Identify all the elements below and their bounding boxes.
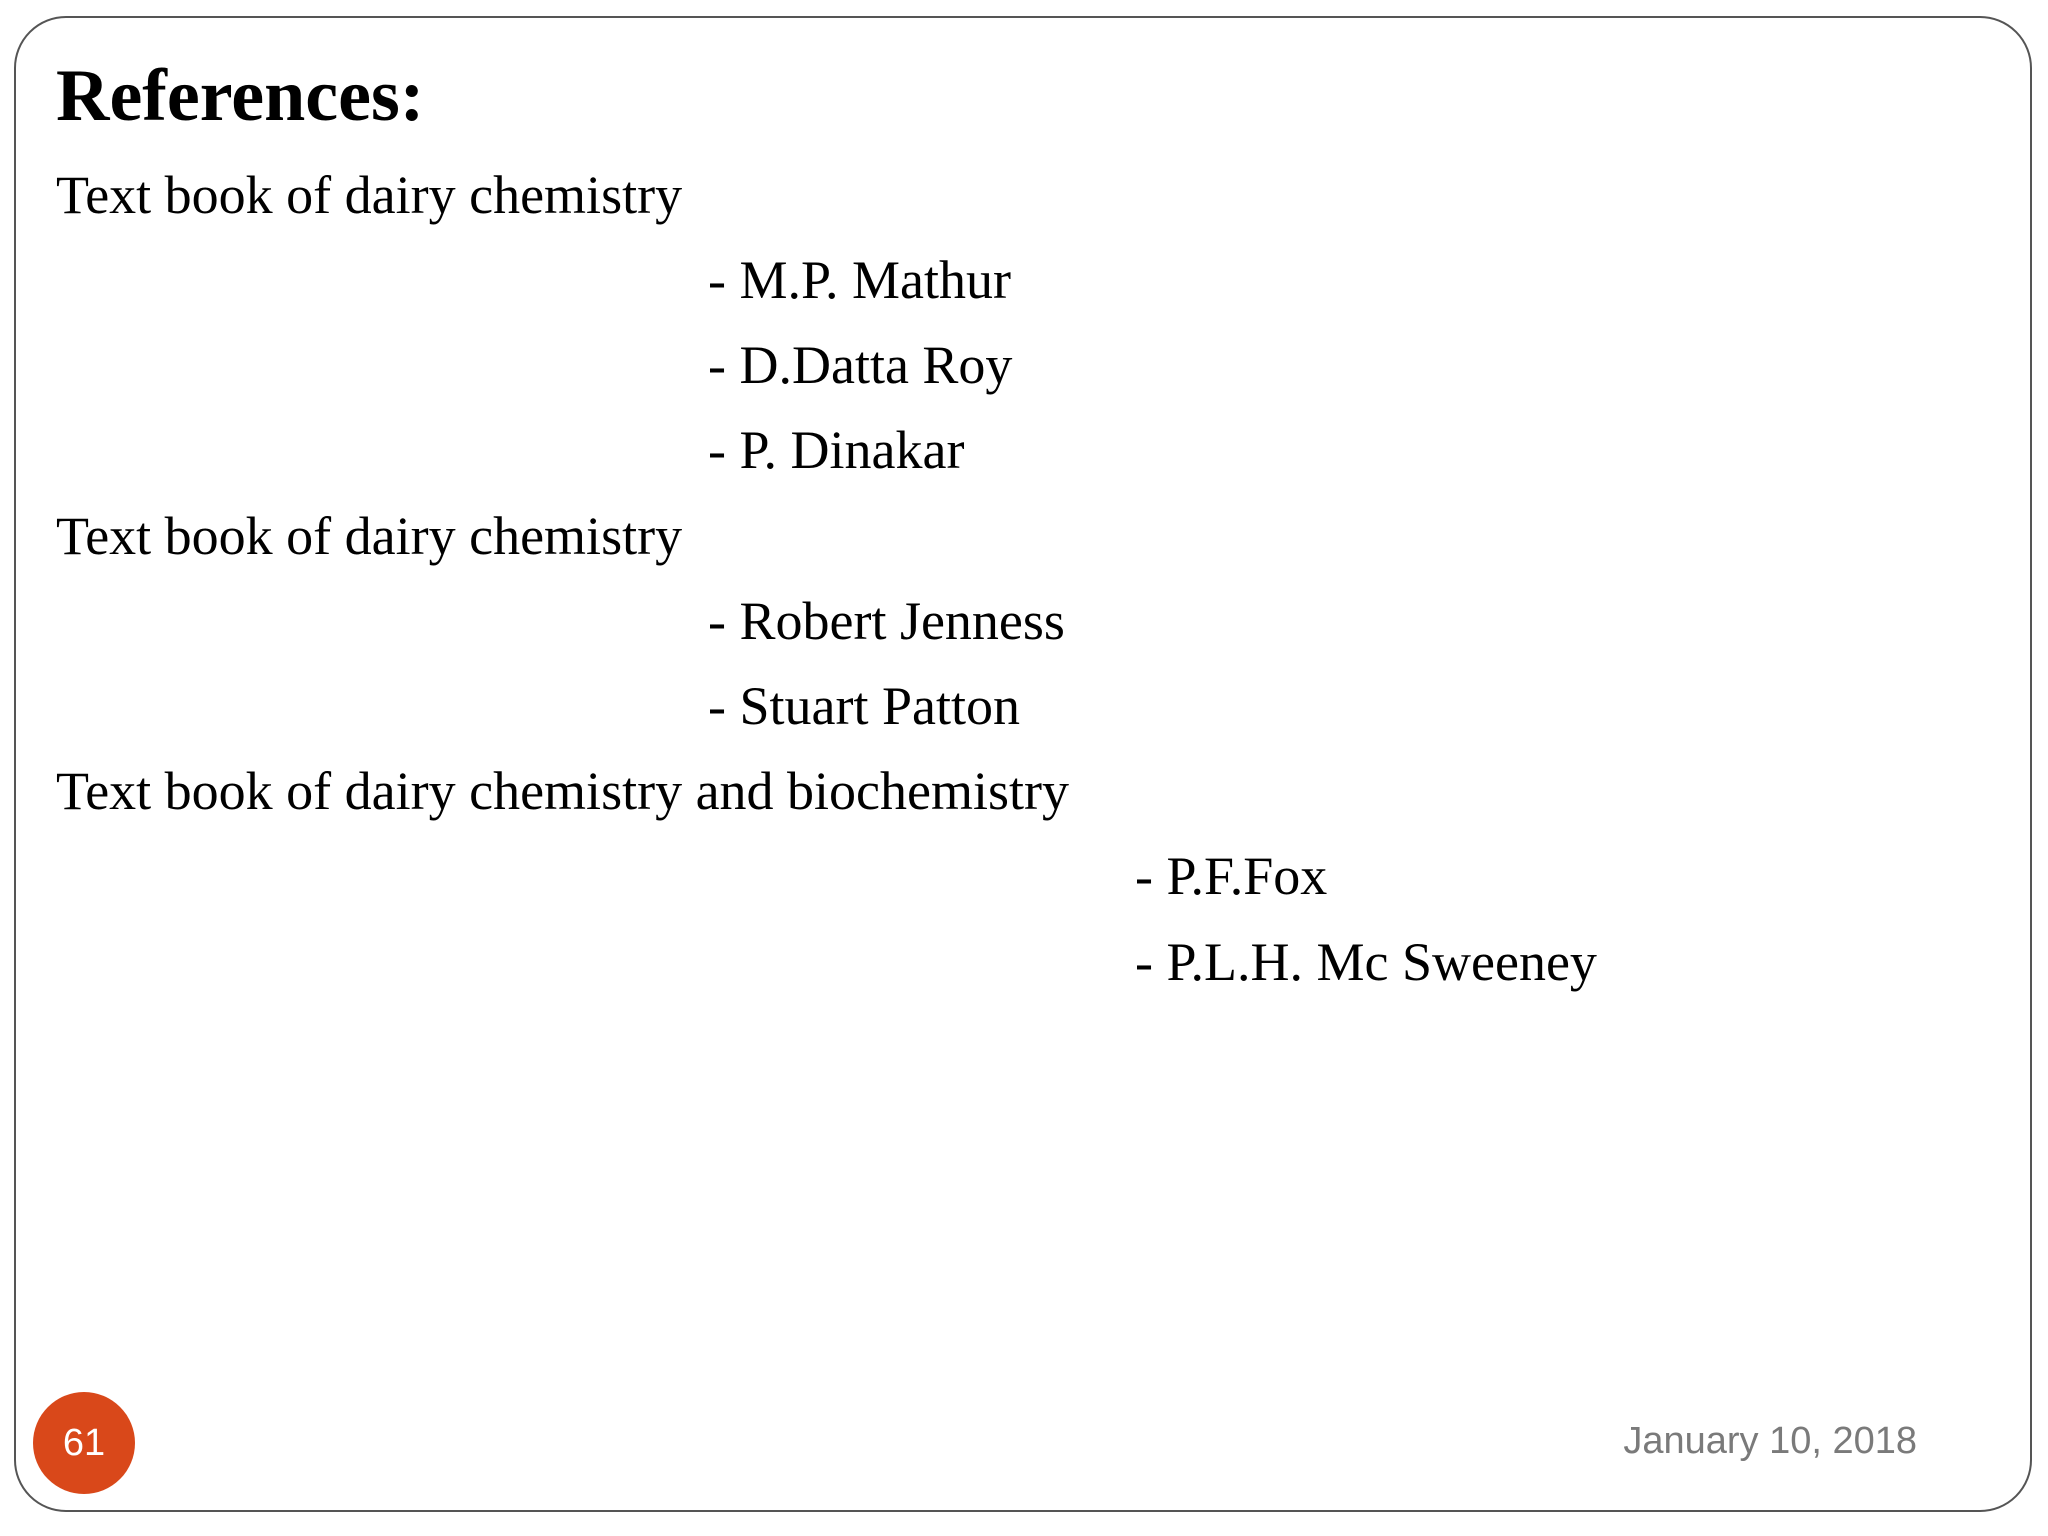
reference-1-author-1: - M.P. Mathur [708,250,1012,310]
reference-1-author-3: - P. Dinakar [708,420,965,480]
reference-3-author-1: - P.F.Fox [1135,846,1328,906]
reference-2-author-2: - Stuart Patton [708,676,1020,736]
reference-1-author-2: - D.Datta Roy [708,335,1013,395]
slide-number-badge: 61 [33,1392,135,1494]
reference-3-book-title: Text book of dairy chemistry and biochemistry [56,761,1069,821]
reference-1-book-title: Text book of dairy chemistry [56,165,683,225]
reference-2-book-title: Text book of dairy chemistry [56,506,683,566]
slide-date: January 10, 2018 [1623,1420,1917,1462]
slide-title: References: [56,55,425,137]
reference-2-author-1: - Robert Jenness [708,591,1065,651]
reference-3-author-2: - P.L.H. Mc Sweeney [1135,932,1597,992]
